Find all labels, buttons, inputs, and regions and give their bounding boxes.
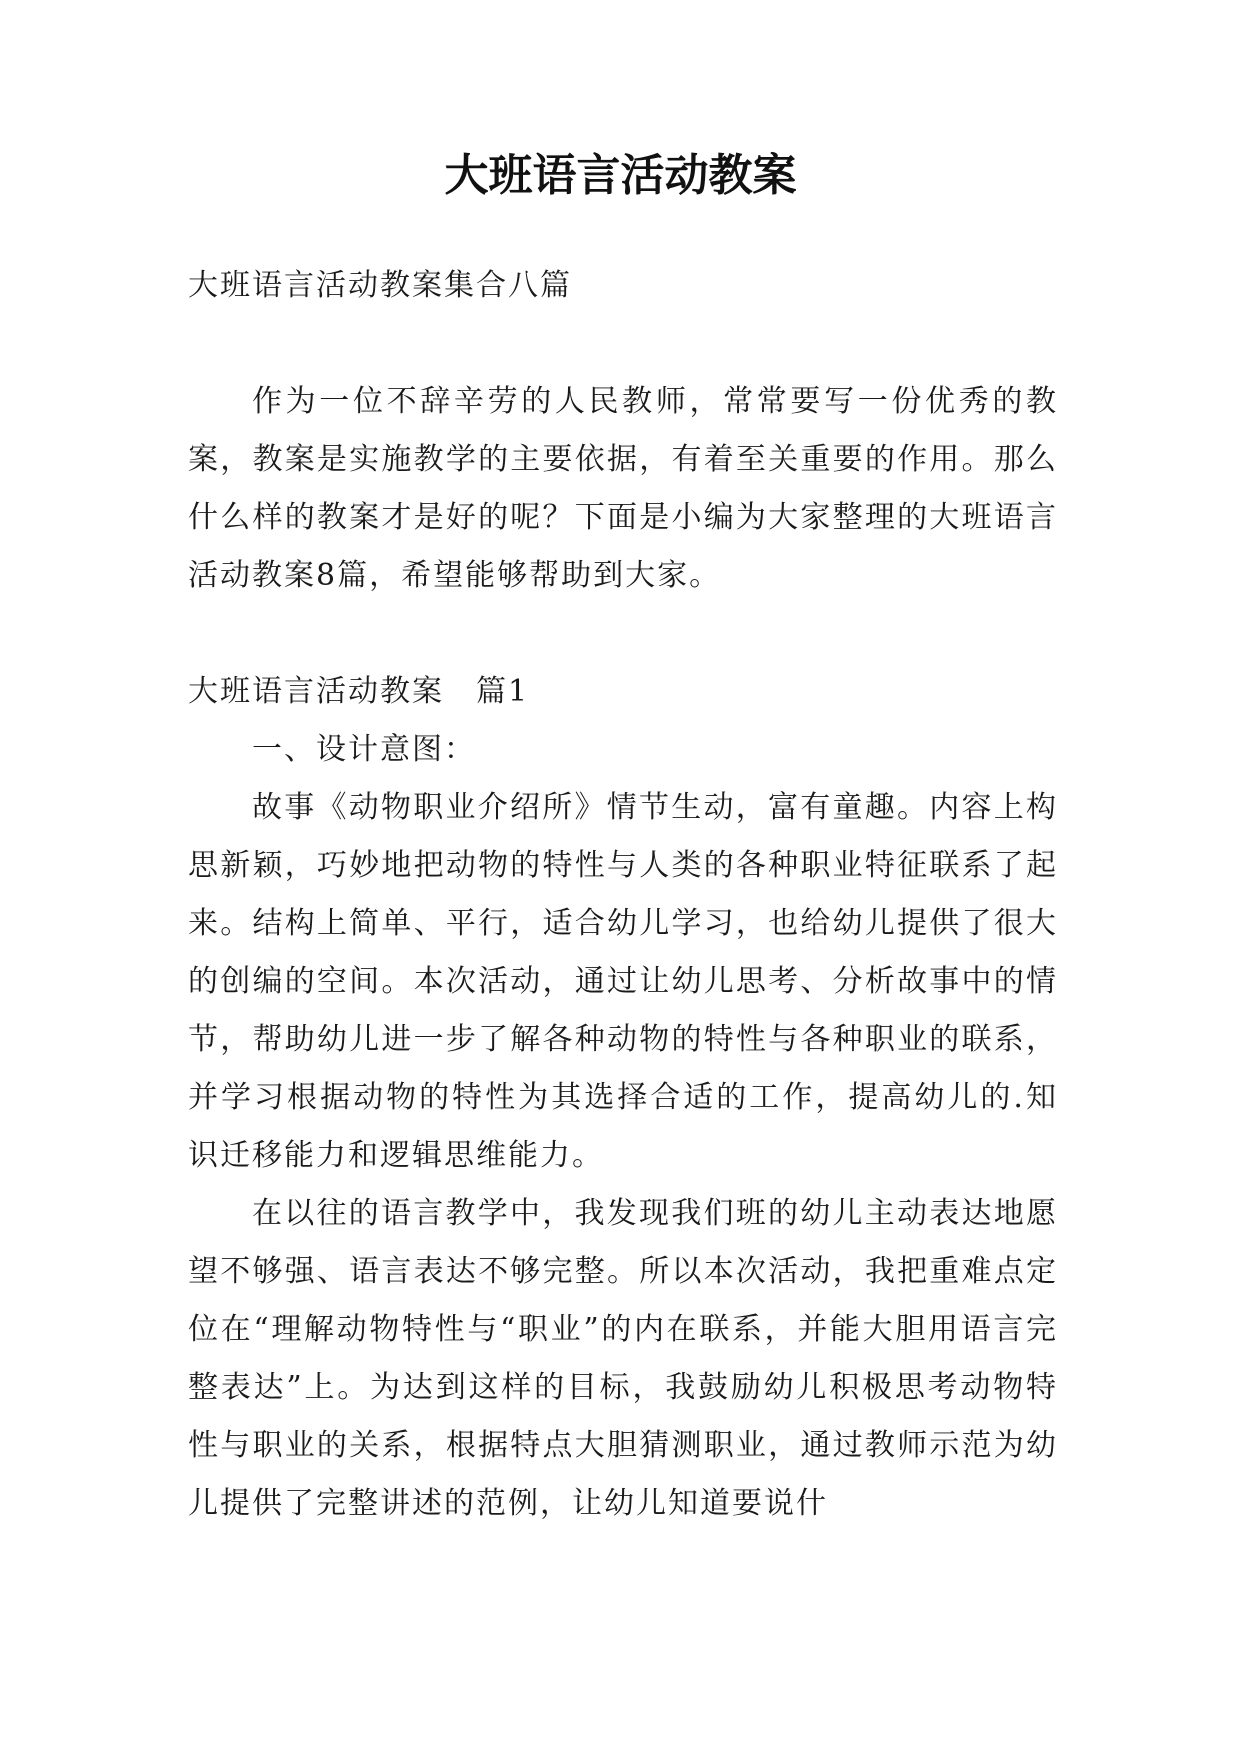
- document-title: 大班语言活动教案: [444, 150, 797, 201]
- section-subheading: 一、设计意图：: [252, 732, 476, 767]
- body-paragraph: 在以往的语言教学中，我发现我们班的幼儿主动表达地愿望不够强、语言表达不够完整。所以本次活动，我把重难点定位在“理解动物特性与“职业”的内在联系，并能大胆用语言完整表达”上。为达到这样的目标，我鼓励幼儿积极思考动物特性与职业的关系，根据特点大胆猜测职业，通过教师示范为幼儿提供了完整讲述的范例，让幼儿知道要说什: [188, 1196, 1058, 1521]
- section-heading: 大班语言活动教案 篇1: [188, 674, 530, 709]
- body-paragraph: 故事《动物职业介绍所》情节生动，富有童趣。内容上构思新颖，巧妙地把动物的特性与人类的各种职业特征联系了起来。结构上简单、平行，适合幼儿学习，也给幼儿提供了很大的创编的空间。本次活动，通过让幼儿思考、分析故事中的情节，帮助幼儿进一步了解各种动物的特性与各种职业的联系，并学习根据动物的特性为其选择合适的工作，提高幼儿的.知识迁移能力和逻辑思维能力。: [188, 790, 1058, 1173]
- document-body: [188, 257, 1058, 1533]
- intro-paragraph: 作为一位不辞辛劳的人民教师，常常要写一份优秀的教案，教案是实施教学的主要依据，有着至关重要的作用。那么什么样的教案才是好的呢？下面是小编为大家整理的大班语言活动教案8篇，希望能够帮助到大家。: [188, 384, 1058, 593]
- spacer: [188, 605, 1058, 663]
- document-subtitle: 大班语言活动教案集合八篇: [188, 268, 572, 303]
